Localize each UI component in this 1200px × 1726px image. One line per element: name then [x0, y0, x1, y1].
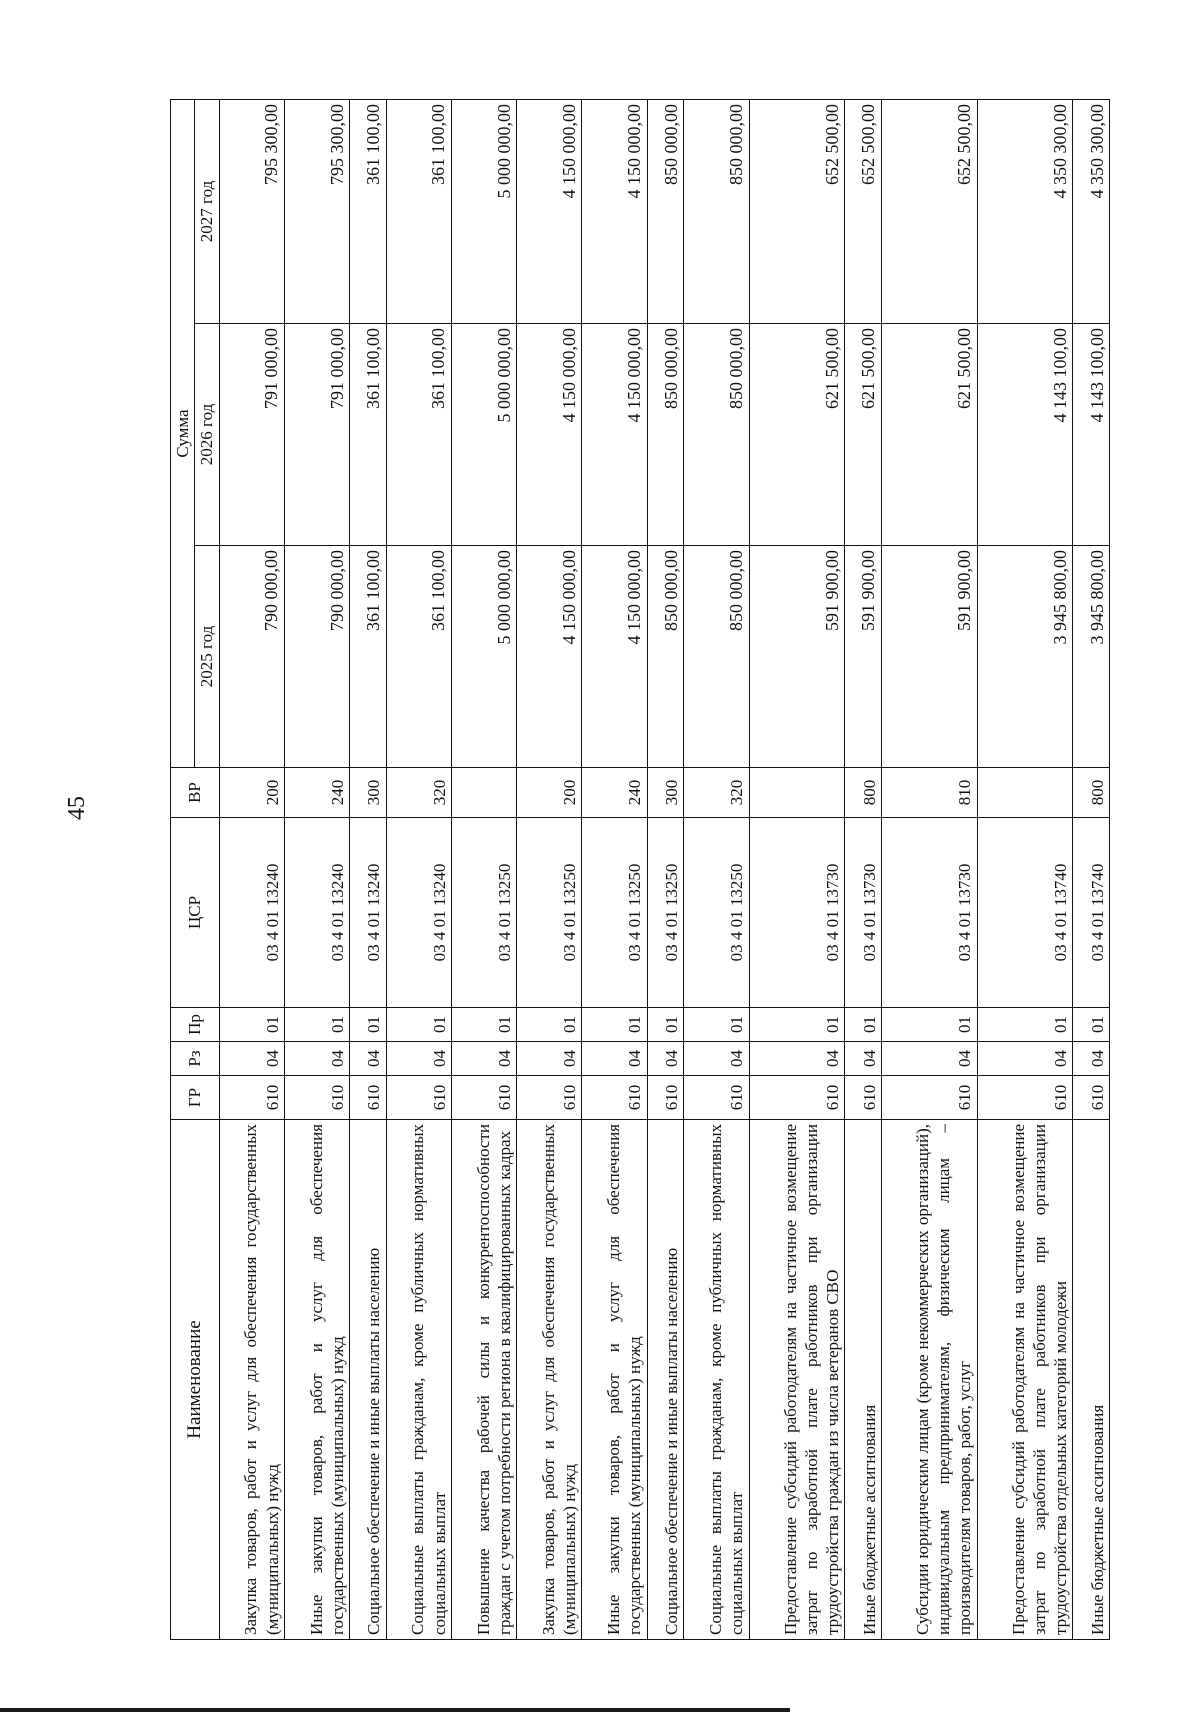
row-vr: [451, 768, 516, 818]
row-amount-2026: 791 000,00: [219, 324, 284, 546]
row-amount-2025: 3 945 800,00: [977, 546, 1073, 768]
row-amount-2026: 791 000,00: [284, 324, 349, 546]
row-amount-2026: 621 500,00: [749, 324, 845, 546]
header-name: Наименование: [171, 1120, 220, 1640]
header-vr: ВР: [171, 768, 220, 818]
row-rz: 04: [350, 1042, 387, 1076]
rotated-page-content: [170, 100, 1110, 1640]
row-name: Социальное обеспечение и иные выплаты населению: [350, 1120, 387, 1640]
row-name: Закупка товаров, работ и услуг для обеспечения государственных (муниципальных) нужд: [517, 1120, 582, 1640]
row-amount-2027: 4 150 000,00: [517, 100, 582, 324]
row-vr: 240: [582, 768, 647, 818]
row-amount-2025: 591 900,00: [845, 546, 882, 768]
row-pr: 01: [881, 1008, 977, 1042]
row-rz: 04: [749, 1042, 845, 1076]
row-rz: 04: [386, 1042, 451, 1076]
row-amount-2027: 652 500,00: [881, 100, 977, 324]
row-rz: 04: [582, 1042, 647, 1076]
row-amount-2026: 4 143 100,00: [977, 324, 1073, 546]
header-pr: Пр: [171, 1008, 220, 1042]
row-pr: 01: [451, 1008, 516, 1042]
table-row: [350, 100, 387, 1640]
row-amount-2025: 4 150 000,00: [517, 546, 582, 768]
row-rz: 04: [684, 1042, 749, 1076]
row-csr: 03 4 01 13730: [881, 818, 977, 1008]
row-gr: 610: [350, 1076, 387, 1120]
row-pr: 01: [219, 1008, 284, 1042]
row-pr: 01: [386, 1008, 451, 1042]
row-gr: 610: [451, 1076, 516, 1120]
row-name: Социальные выплаты гражданам, кроме публичных нормативных социальных выплат: [386, 1120, 451, 1640]
row-amount-2027: 652 500,00: [749, 100, 845, 324]
row-name: Предоставление субсидий работодателям на частичное возмещение затрат по заработной плате работников при организации трудоустройства отдельных категорий молодежи: [977, 1120, 1073, 1640]
row-csr: 03 4 01 13240: [386, 818, 451, 1008]
row-amount-2026: 621 500,00: [845, 324, 882, 546]
header-rz: Рз: [171, 1042, 220, 1076]
row-gr: 610: [977, 1076, 1073, 1120]
row-name: Иные закупки товаров, работ и услуг для обеспечения государственных (муниципальных) нужд: [582, 1120, 647, 1640]
table-row: [881, 100, 977, 1640]
row-name: Социальное обеспечение и иные выплаты населению: [647, 1120, 684, 1640]
row-amount-2027: 795 300,00: [284, 100, 349, 324]
row-amount-2026: 621 500,00: [881, 324, 977, 546]
row-gr: 610: [749, 1076, 845, 1120]
row-amount-2025: 850 000,00: [684, 546, 749, 768]
row-amount-2027: 5 000 000,00: [451, 100, 516, 324]
row-rz: 04: [845, 1042, 882, 1076]
budget-table: [170, 99, 1110, 1640]
row-amount-2027: 361 100,00: [386, 100, 451, 324]
row-amount-2026: 4 150 000,00: [517, 324, 582, 546]
row-rz: 04: [647, 1042, 684, 1076]
row-gr: 610: [684, 1076, 749, 1120]
table-row: [1073, 100, 1110, 1640]
row-name: Закупка товаров, работ и услуг для обеспечения государственных (муниципальных) нужд: [219, 1120, 284, 1640]
row-amount-2027: 850 000,00: [684, 100, 749, 324]
table-row: [647, 100, 684, 1640]
row-pr: 01: [1073, 1008, 1110, 1042]
row-csr: 03 4 01 13730: [749, 818, 845, 1008]
row-rz: 04: [1073, 1042, 1110, 1076]
row-pr: 01: [350, 1008, 387, 1042]
row-amount-2027: 4 350 300,00: [977, 100, 1073, 324]
row-amount-2026: 361 100,00: [350, 324, 387, 546]
row-vr: 320: [684, 768, 749, 818]
row-amount-2025: 361 100,00: [386, 546, 451, 768]
row-pr: 01: [517, 1008, 582, 1042]
row-gr: 610: [582, 1076, 647, 1120]
table-row: [684, 100, 749, 1640]
table-row: [219, 100, 284, 1640]
row-amount-2025: 850 000,00: [647, 546, 684, 768]
row-amount-2025: 591 900,00: [881, 546, 977, 768]
row-amount-2026: 361 100,00: [386, 324, 451, 546]
row-pr: 01: [582, 1008, 647, 1042]
row-csr: 03 4 01 13730: [845, 818, 882, 1008]
row-name: Субсидии юридическим лицам (кроме некоммерческих организаций), индивидуальным предпринимателям, физическим лицам – производителям товаров, работ, услуг: [881, 1120, 977, 1640]
row-gr: 610: [386, 1076, 451, 1120]
table-row: [517, 100, 582, 1640]
row-rz: 04: [219, 1042, 284, 1076]
row-gr: 610: [1073, 1076, 1110, 1120]
row-vr: 240: [284, 768, 349, 818]
row-gr: 610: [647, 1076, 684, 1120]
row-amount-2026: 850 000,00: [684, 324, 749, 546]
row-amount-2026: 850 000,00: [647, 324, 684, 546]
bottom-rule-divider: [0, 1708, 790, 1712]
row-csr: 03 4 01 13250: [451, 818, 516, 1008]
table-row: [977, 100, 1073, 1640]
row-gr: 610: [881, 1076, 977, 1120]
row-amount-2027: 4 350 300,00: [1073, 100, 1110, 324]
row-amount-2027: 361 100,00: [350, 100, 387, 324]
row-amount-2025: 790 000,00: [284, 546, 349, 768]
row-csr: 03 4 01 13240: [350, 818, 387, 1008]
table-row: [582, 100, 647, 1640]
header-sum: Сумма: [171, 100, 195, 768]
row-vr: 200: [219, 768, 284, 818]
row-gr: 610: [219, 1076, 284, 1120]
row-pr: 01: [977, 1008, 1073, 1042]
row-csr: 03 4 01 13250: [647, 818, 684, 1008]
row-name: Предоставление субсидий работодателям на частичное возмещение затрат по заработной плате работников при организации трудоустройства граждан из числа ветеранов СВО: [749, 1120, 845, 1640]
row-name: Иные бюджетные ассигнования: [845, 1120, 882, 1640]
row-amount-2025: 790 000,00: [219, 546, 284, 768]
row-vr: 810: [881, 768, 977, 818]
page-number: 45: [64, 796, 90, 820]
row-gr: 610: [845, 1076, 882, 1120]
row-amount-2026: 4 150 000,00: [582, 324, 647, 546]
row-gr: 610: [284, 1076, 349, 1120]
row-amount-2025: 591 900,00: [749, 546, 845, 768]
row-rz: 04: [881, 1042, 977, 1076]
row-csr: 03 4 01 13240: [284, 818, 349, 1008]
header-2027: 2027 год: [195, 100, 219, 324]
row-amount-2025: 3 945 800,00: [1073, 546, 1110, 768]
row-rz: 04: [451, 1042, 516, 1076]
row-amount-2027: 4 150 000,00: [582, 100, 647, 324]
row-amount-2026: 5 000 000,00: [451, 324, 516, 546]
row-name: Социальные выплаты гражданам, кроме публичных нормативных социальных выплат: [684, 1120, 749, 1640]
row-rz: 04: [284, 1042, 349, 1076]
row-name: Иные бюджетные ассигнования: [1073, 1120, 1110, 1640]
table-row: [386, 100, 451, 1640]
row-csr: 03 4 01 13250: [517, 818, 582, 1008]
row-rz: 04: [517, 1042, 582, 1076]
row-gr: 610: [517, 1076, 582, 1120]
table-row: [749, 100, 845, 1640]
header-gr: ГР: [171, 1076, 220, 1120]
row-vr: [977, 768, 1073, 818]
row-amount-2026: 4 143 100,00: [1073, 324, 1110, 546]
row-rz: 04: [977, 1042, 1073, 1076]
row-amount-2025: 5 000 000,00: [451, 546, 516, 768]
row-amount-2027: 850 000,00: [647, 100, 684, 324]
header-2025: 2025 год: [195, 546, 219, 768]
table-row: [451, 100, 516, 1640]
row-vr: 800: [845, 768, 882, 818]
table-row: [845, 100, 882, 1640]
row-vr: [749, 768, 845, 818]
row-name: Повышение качества рабочей силы и конкурентоспособности граждан с учетом потребности региона в квалифицированных кадрах: [451, 1120, 516, 1640]
row-vr: 320: [386, 768, 451, 818]
row-pr: 01: [845, 1008, 882, 1042]
row-name: Иные закупки товаров, работ и услуг для обеспечения государственных (муниципальных) нужд: [284, 1120, 349, 1640]
row-csr: 03 4 01 13740: [1073, 818, 1110, 1008]
row-pr: 01: [749, 1008, 845, 1042]
header-2026: 2026 год: [195, 324, 219, 546]
row-csr: 03 4 01 13740: [977, 818, 1073, 1008]
header-csr: ЦСР: [171, 818, 220, 1008]
row-amount-2027: 795 300,00: [219, 100, 284, 324]
row-vr: 200: [517, 768, 582, 818]
row-csr: 03 4 01 13250: [684, 818, 749, 1008]
row-vr: 300: [350, 768, 387, 818]
row-vr: 300: [647, 768, 684, 818]
row-pr: 01: [284, 1008, 349, 1042]
row-csr: 03 4 01 13250: [582, 818, 647, 1008]
row-vr: 800: [1073, 768, 1110, 818]
row-pr: 01: [647, 1008, 684, 1042]
row-amount-2027: 652 500,00: [845, 100, 882, 324]
row-pr: 01: [684, 1008, 749, 1042]
row-amount-2025: 4 150 000,00: [582, 546, 647, 768]
table-row: [284, 100, 349, 1640]
row-amount-2025: 361 100,00: [350, 546, 387, 768]
row-csr: 03 4 01 13240: [219, 818, 284, 1008]
